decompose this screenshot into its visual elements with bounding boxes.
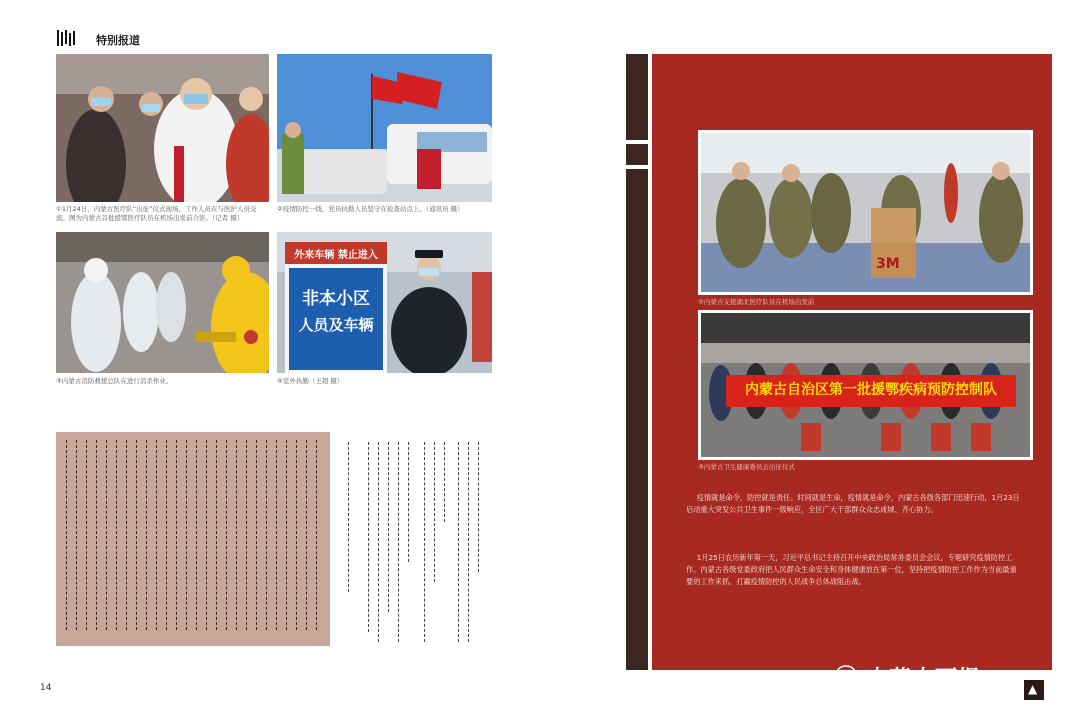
photo-team-banner [698, 310, 1033, 460]
photo-caption-4: ④室外执勤（王超 摄） [277, 377, 344, 385]
sign-header-text: 外来车辆 禁止进入 [294, 250, 378, 261]
mongolian-caption-columns [340, 432, 490, 646]
mongolian-logo-icon [56, 28, 80, 48]
body-paragraph-2: 1月25日农历新年第一天，习近平总书记主持召开中央政治局常务委员会会议，专题研究疫情防控工作。内蒙古各级党委政府把人民群众生命安全和身体健康放在第一位，坚持把疫情防控工作作为当前最重要的工作来抓，打赢疫情防控的人民战争总体战阻击战。 [686, 553, 1017, 586]
photo-medical-team [56, 54, 269, 202]
svg-text:3M: 3M [876, 256, 900, 272]
photo-police-sign [277, 232, 492, 373]
photo-caption-2: ②疫情防控一线，党员执勤人员坚守在检查站点上。（通讯员 摄） [277, 205, 464, 213]
photo-disinfection [56, 232, 269, 373]
page-number: 14 [40, 683, 52, 693]
section-title: 特别报道 [96, 34, 140, 47]
side-bar-divider [626, 165, 648, 169]
photo-checkpoint-flags [277, 54, 492, 202]
photo-military-medics [698, 130, 1033, 295]
sign-line-1: 非本小区 [302, 289, 370, 309]
side-bar-divider [626, 140, 648, 144]
right-photo-caption-2: ③内蒙古卫生健康委员会出征仪式 [698, 463, 795, 471]
arrow-icon: ▲ [1028, 682, 1038, 696]
banner-text: 内蒙古自治区第一批援鄂疾病预防控制队 [745, 382, 997, 398]
body-paragraph-1: 疫情就是命令，防控就是责任。时间就是生命，疫情就是命令，内蒙古各级各部门迅速行动，1月23日启动重大突发公共卫生事件一级响应，全区广大干部群众众志成城、齐心协力。 [686, 493, 1020, 514]
watermark-text: 内蒙古画报 [866, 667, 982, 692]
photo-caption-3: ③内蒙古消防救援总队在进行消杀作业。 [56, 377, 173, 385]
wechat-icon [836, 664, 862, 686]
mongolian-text-box [56, 432, 330, 646]
sign-line-2: 人员及车辆 [298, 316, 374, 334]
decorative-side-bar [626, 54, 648, 670]
right-photo-caption-1: ②内蒙古支援湖北医疗队员在机场出发前 [698, 298, 815, 306]
photo-caption-1: ①1月24日，内蒙古医疗队“出征”仪式现场，工作人员在与医护人员交流。图为内蒙古首批援鄂医疗队员在机场出发前合影。（记者 摄） [56, 205, 257, 222]
